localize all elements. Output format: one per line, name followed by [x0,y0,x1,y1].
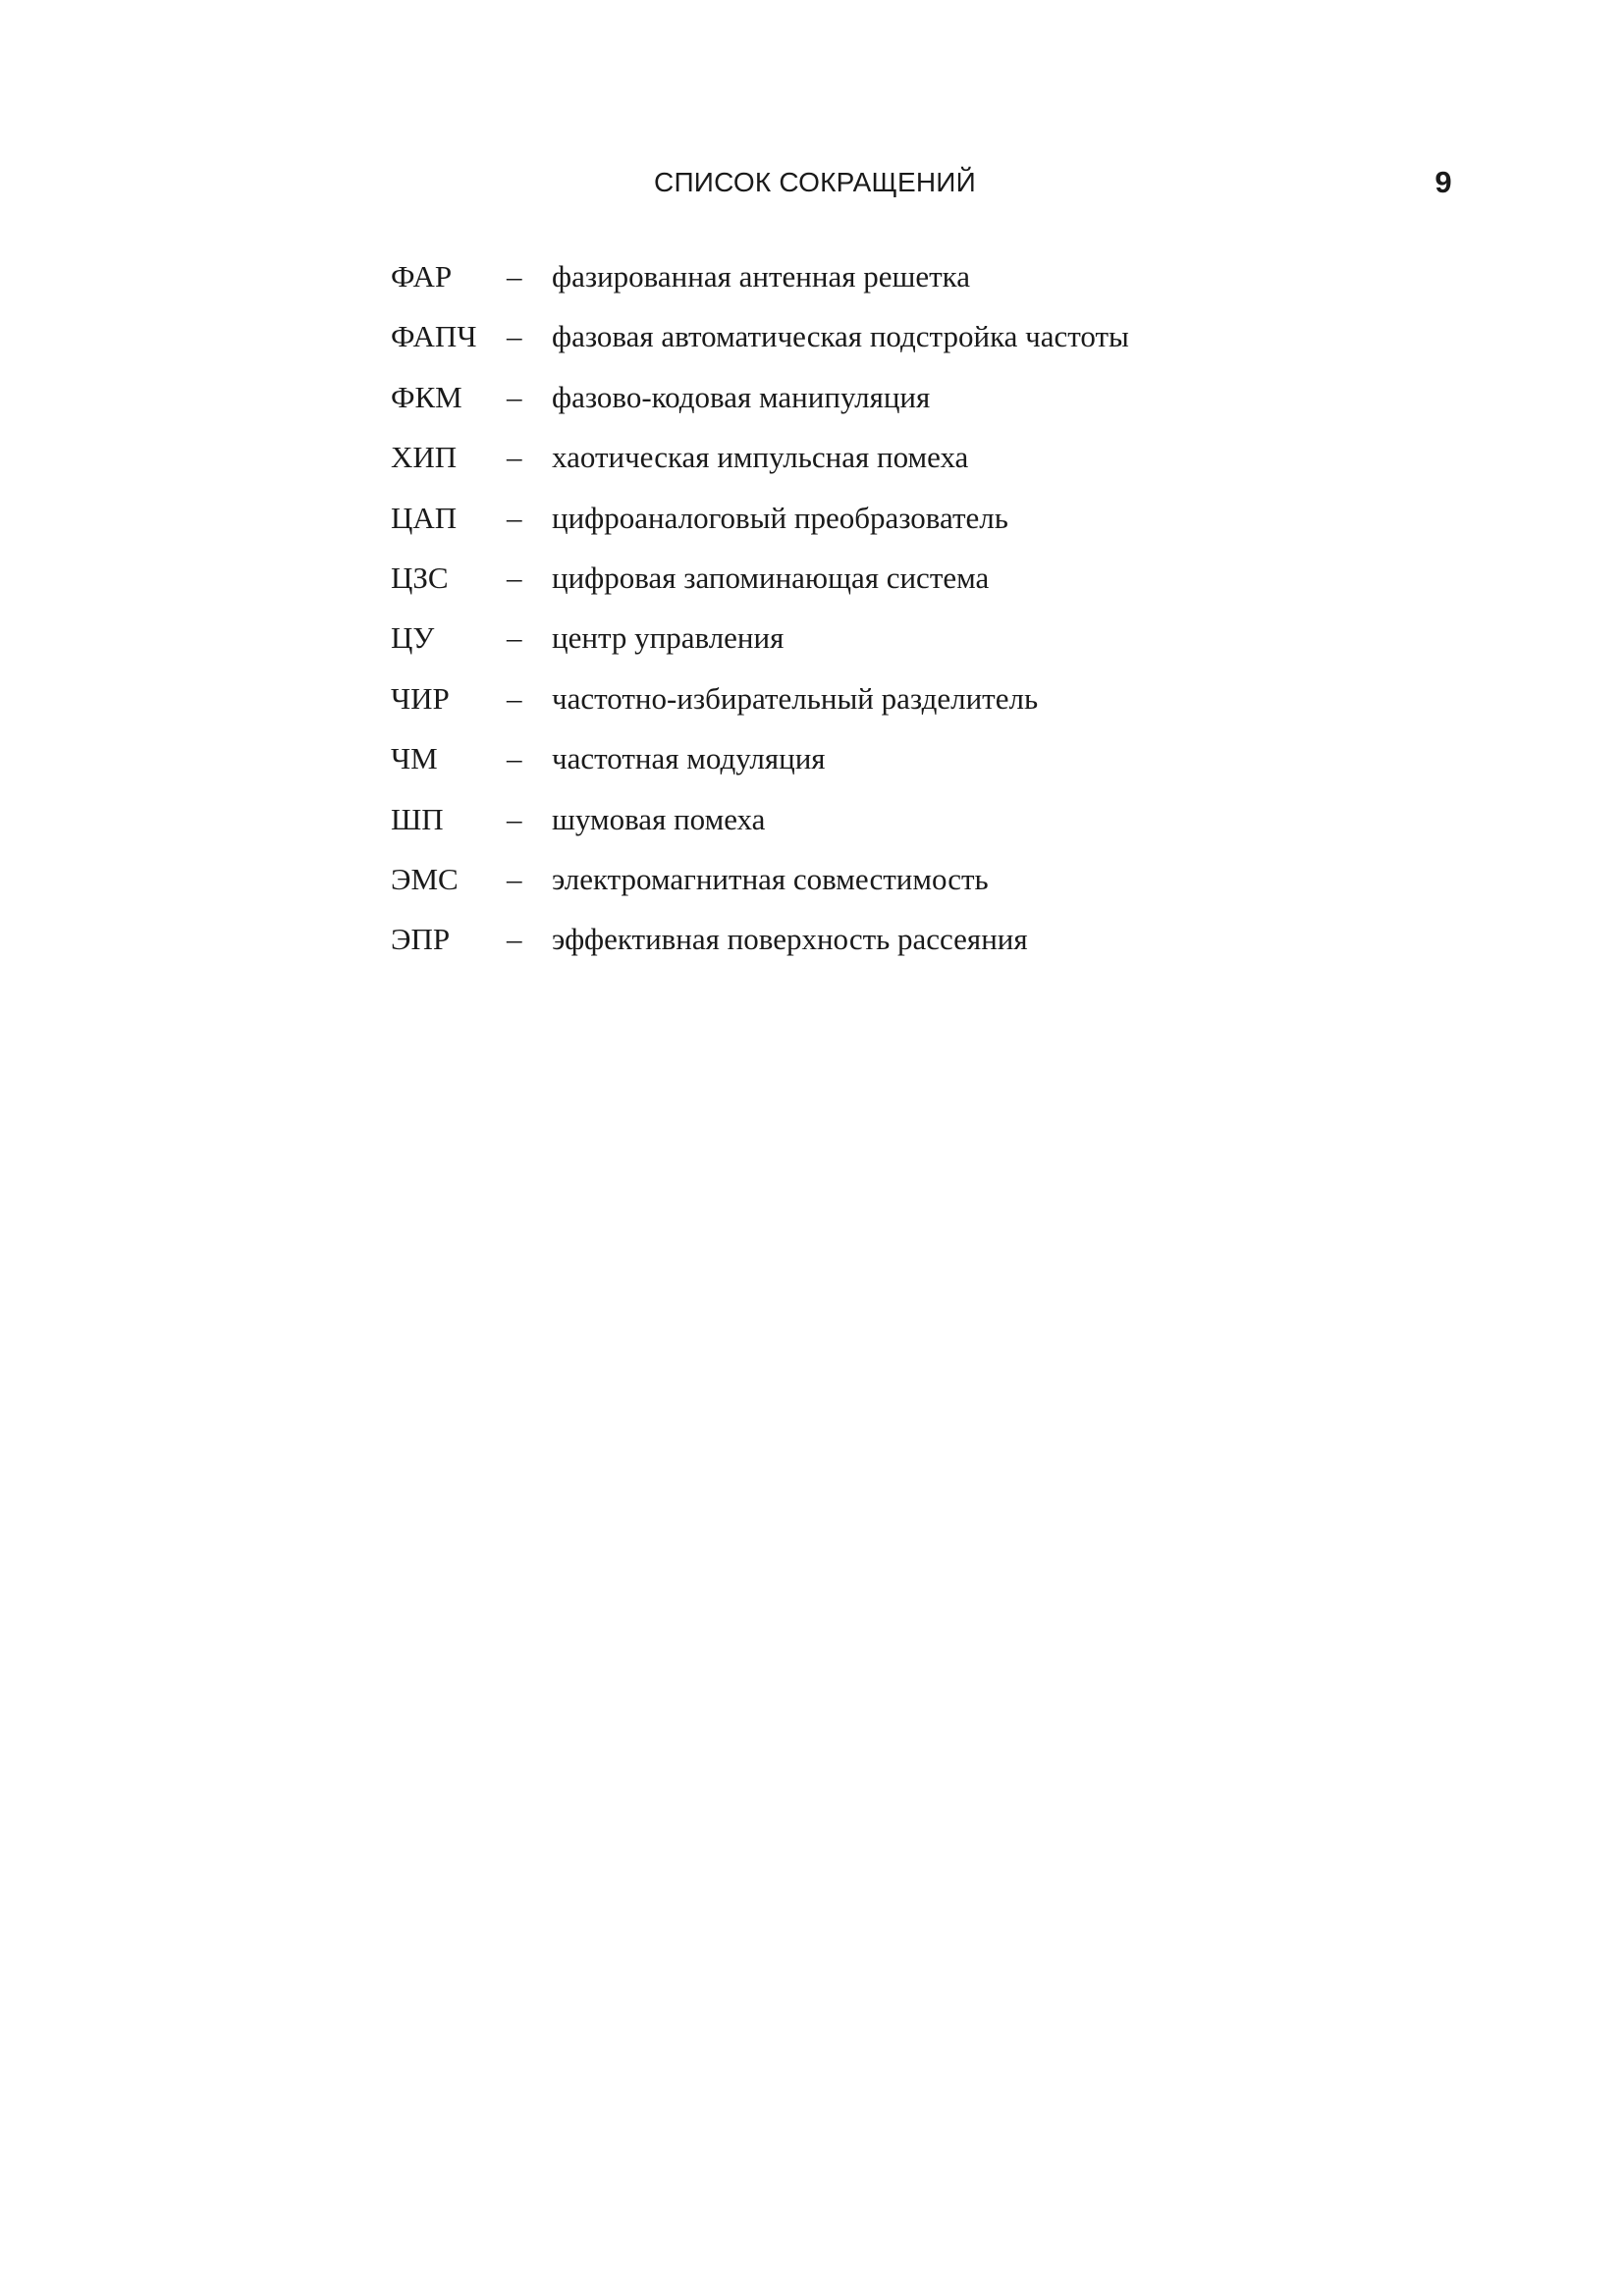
abbreviation-definition: центр управления [552,620,785,656]
abbreviation-definition: цифровая запоминающая система [552,560,990,595]
abbreviation-term: ЦАП [391,500,458,535]
abbreviation-entry [391,918,1129,978]
page-title: СПИСОК СОКРАЩЕНИЙ [654,167,976,197]
abbreviation-entry [391,497,1129,557]
running-header [0,163,1624,202]
abbreviation-definition: фазированная антенная решетка [552,259,971,294]
abbreviation-dash: – [507,741,522,776]
abbreviation-definition: шумовая помеха [552,801,766,836]
abbreviation-definition: частотно-избирательный разделитель [552,680,1039,716]
abbreviation-dash: – [507,319,522,354]
abbreviation-definition: электромагнитная совместимость [552,861,989,896]
abbreviation-entry [391,858,1129,918]
abbreviation-definition: цифроаналоговый преобразователь [552,500,1008,535]
abbreviation-definition: фазовая автоматическая подстройка частоты [552,319,1129,354]
abbreviation-entry [391,798,1129,858]
abbreviation-definition: частотная модуляция [552,741,826,776]
abbreviation-term: ЭПР [391,922,451,957]
abbreviation-term: ЭМС [391,861,459,896]
abbreviation-entry [391,677,1129,737]
abbreviation-term: ФАПЧ [391,319,477,354]
abbreviation-term: ФАР [391,259,453,294]
abbreviation-dash: – [507,861,522,896]
abbreviation-dash: – [507,922,522,957]
abbreviation-definition: хаотическая импульсная помеха [552,440,969,475]
abbreviation-entry [391,557,1129,616]
abbreviation-definition: эффективная поверхность рассеяния [552,922,1028,957]
abbreviation-dash: – [507,440,522,475]
abbreviation-dash: – [507,379,522,414]
abbreviation-term: ЧМ [391,741,438,776]
abbreviation-dash: – [507,620,522,656]
abbreviation-entry [391,315,1129,375]
abbreviation-term: ШП [391,801,444,836]
page-number: 9 [1435,165,1452,199]
abbreviation-dash: – [507,500,522,535]
abbreviation-entry [391,376,1129,436]
abbreviation-term: ЦЗС [391,560,449,595]
abbreviation-dash: – [507,560,522,595]
abbreviation-entry [391,436,1129,496]
abbreviation-term: ХИП [391,440,458,475]
abbreviation-term: ЦУ [391,620,435,656]
abbreviation-entry [391,616,1129,676]
abbreviation-entry [391,737,1129,797]
abbreviation-entry [391,255,1129,315]
abbreviation-dash: – [507,680,522,716]
abbreviation-list [391,255,1129,979]
abbreviation-term: ФКМ [391,379,462,414]
abbreviation-term: ЧИР [391,680,450,716]
abbreviation-dash: – [507,801,522,836]
abbreviation-definition: фазово-кодовая манипуляция [552,379,931,414]
abbreviation-dash: – [507,259,522,294]
